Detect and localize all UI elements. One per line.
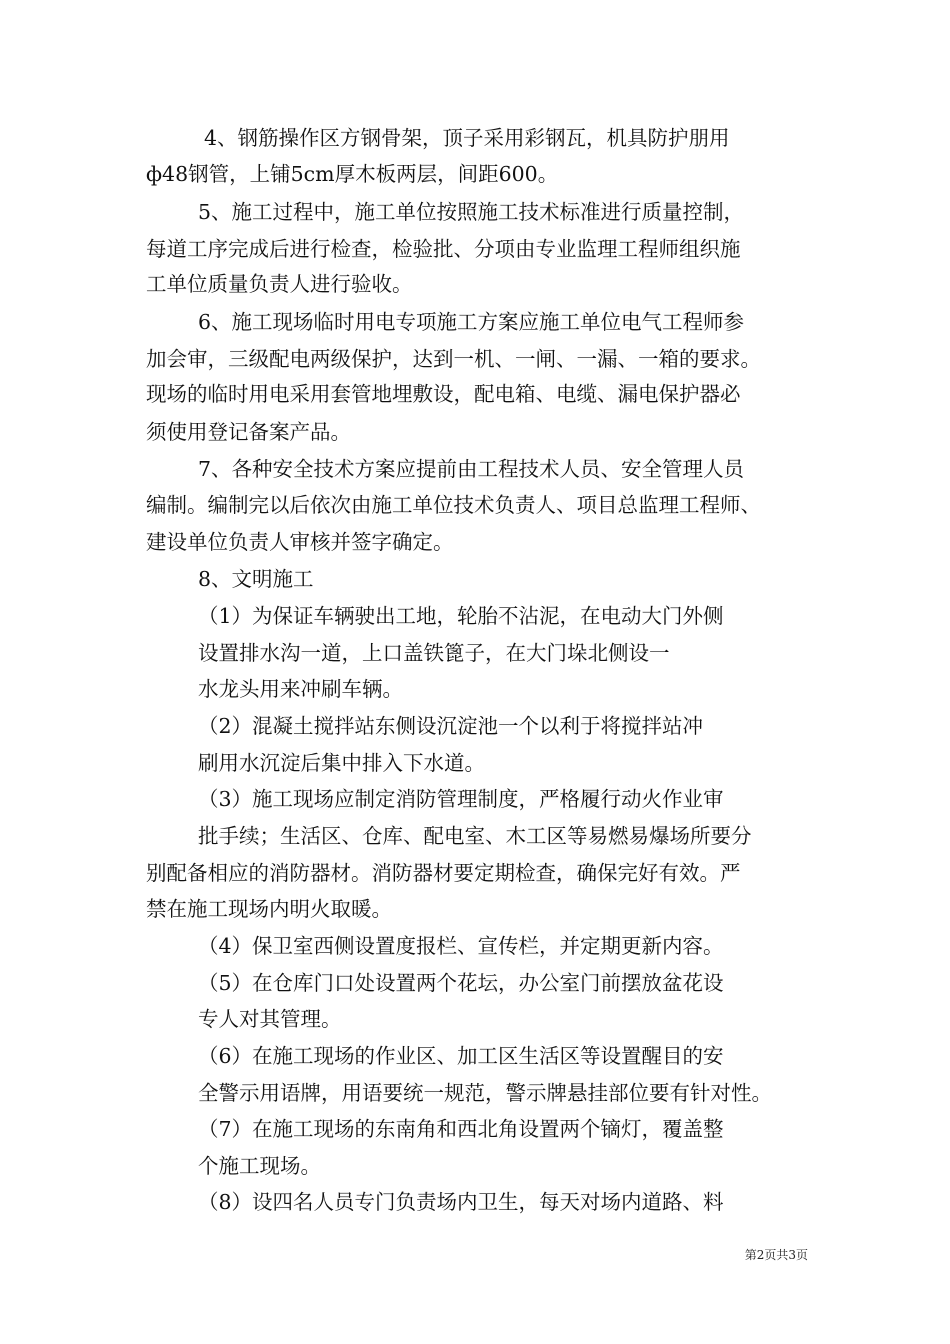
paragraph-line: 别配备相应的消防器材。消防器材要定期检查，确保完好有效。严: [146, 861, 741, 885]
page-number-footer: 第2页共3页: [744, 1248, 808, 1262]
paragraph-line: （2）混凝土搅拌站东侧设沉淀池一个以利于将搅拌站冲: [198, 714, 704, 738]
paragraph-line: 个施工现场。: [198, 1154, 321, 1178]
paragraph-line: 每道工序完成后进行检查，检验批、分项由专业监理工程师组织施: [146, 237, 741, 261]
paragraph-line: （8）设四名人员专门负责场内卫生，每天对场内道路、料: [198, 1190, 724, 1214]
paragraph-line: （3）施工现场应制定消防管理制度，严格履行动火作业审: [198, 787, 724, 811]
paragraph-line: 全警示用语牌，用语要统一规范，警示牌悬挂部位要有针对性。: [198, 1081, 772, 1105]
paragraph-line: 8、文明施工: [198, 567, 314, 591]
paragraph-line: 建设单位负责人审核并签字确定。: [146, 530, 454, 554]
paragraph-line: （5）在仓库门口处设置两个花坛，办公室门前摆放盆花设: [198, 971, 724, 995]
paragraph-line: 批手续；生活区、仓库、配电室、木工区等易燃易爆场所要分: [198, 824, 752, 848]
paragraph-line: 工单位质量负责人进行验收。: [146, 272, 413, 296]
paragraph-line: 设置排水沟一道，上口盖铁篦子，在大门垛北侧设一: [198, 641, 670, 665]
paragraph-line: 刷用水沉淀后集中排入下水道。: [198, 751, 485, 775]
paragraph-line: （6）在施工现场的作业区、加工区生活区等设置醒目的安: [198, 1044, 724, 1068]
paragraph-line: ф48钢管，上铺5cm厚木板两层，间距600。: [146, 162, 559, 186]
paragraph-line: 4、钢筋操作区方钢骨架，顶子采用彩钢瓦，机具防护朋用: [204, 126, 730, 150]
paragraph-line: 水龙头用来冲刷车辆。: [198, 677, 403, 701]
paragraph-line: 加会审，三级配电两级保护，达到一机、一闸、一漏、一箱的要求。: [146, 347, 761, 371]
paragraph-line: 编制。编制完以后依次由施工单位技术负责人、项目总监理工程师、: [146, 493, 761, 517]
paragraph-line: （7）在施工现场的东南角和西北角设置两个镝灯，覆盖整: [198, 1117, 724, 1141]
paragraph-line: 5、施工过程中，施工单位按照施工技术标准进行质量控制，: [198, 200, 745, 224]
paragraph-line: 禁在施工现场内明火取暖。: [146, 897, 392, 921]
paragraph-line: （1）为保证车辆驶出工地，轮胎不沾泥，在电动大门外侧: [198, 604, 724, 628]
paragraph-line: （4）保卫室西侧设置度报栏、宣传栏，并定期更新内容。: [198, 934, 724, 958]
paragraph-line: 现场的临时用电采用套管地埋敷设，配电箱、电缆、漏电保护器必: [146, 382, 741, 406]
paragraph-line: 专人对其管理。: [198, 1007, 342, 1031]
paragraph-line: 须使用登记备案产品。: [146, 420, 351, 444]
paragraph-line: 7、各种安全技术方案应提前由工程技术人员、安全管理人员: [198, 457, 745, 481]
paragraph-line: 6、施工现场临时用电专项施工方案应施工单位电气工程师参: [198, 310, 745, 334]
